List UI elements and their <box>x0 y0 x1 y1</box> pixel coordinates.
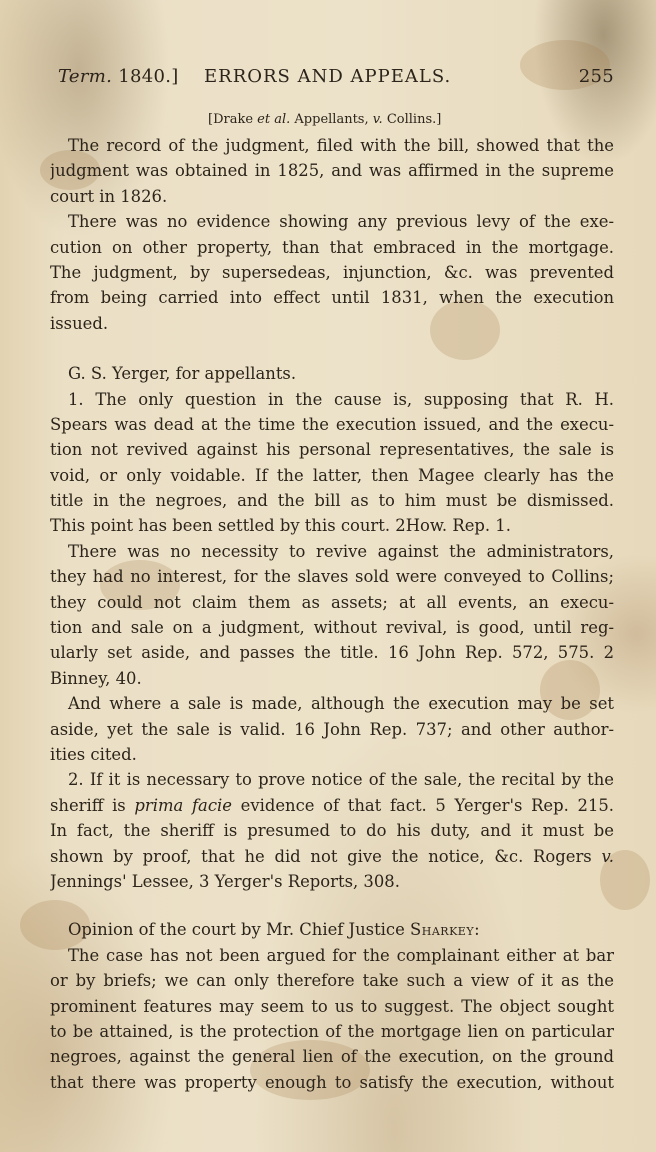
text-line: Spears was dead at the time the execution issued, and the execu- <box>50 414 614 434</box>
text-line: There was no necessity to revive against the administrators, <box>68 541 614 561</box>
paragraph-opinion <box>50 943 614 1095</box>
text-line: In fact, the sheriff is presumed to do his duty, and it must be <box>50 821 614 841</box>
text-line: title in the negroes, and the bill as to him must be dismissed. <box>50 491 614 511</box>
text-line: G. S. Yerger, for appellants. <box>68 364 297 384</box>
text-line: ities cited. <box>50 744 137 764</box>
text-line: The case has not been argued for the complainant either at bar <box>68 945 614 965</box>
text-line: aside, yet the sale is valid. 16 John Rep. 737; and other author- <box>50 719 614 739</box>
text-line: they could not claim them as assets; at all events, an execu- <box>50 592 614 612</box>
text-line: from being carried into effect until 1831, when the execution <box>50 288 614 308</box>
paragraph-evidence <box>50 209 614 336</box>
text-line: court in 1826. <box>50 186 168 206</box>
text-line: There was no evidence showing any previous levy of the exe- <box>68 212 614 232</box>
paragraph-sale-valid <box>50 691 614 767</box>
paragraph-gap <box>50 894 614 917</box>
text-line: that there was property enough to satisfy the execution, without <box>50 1072 614 1092</box>
paragraph-revive <box>50 539 614 691</box>
paragraph-opinion-heading <box>50 917 614 942</box>
running-header <box>58 66 614 92</box>
text-line: tion not revived against his personal representatives, the sale is <box>50 440 614 460</box>
paragraph-point-one <box>50 387 614 539</box>
paragraph-gap <box>50 336 614 361</box>
page-number: 255 <box>578 66 614 87</box>
text-line: they had no interest, for the slaves sold were conveyed to Collins; <box>50 567 614 587</box>
body-text <box>50 133 614 1095</box>
text-line: Jennings' Lessee, 3 Yerger's Reports, 308. <box>50 871 400 891</box>
paragraph-record <box>50 133 614 209</box>
header-title: ERRORS AND APPEALS. <box>204 66 452 87</box>
text-line: This point has been settled by this court. 2How. Rep. 1. <box>50 516 511 536</box>
paragraph-point-two <box>50 767 614 894</box>
text-line: or by briefs; we can only therefore take such a view of it as the <box>50 971 614 991</box>
text-line: The record of the judgment, filed with the bill, showed that the <box>68 136 614 155</box>
text-line: void, or only voidable. If the latter, then Magee clearly has the <box>50 465 614 485</box>
text-line: shown by proof, that he did not give the notice, &c. Rogers v. <box>50 846 614 866</box>
text-line: sheriff is prima facie evidence of that fact. 5 Yerger's Rep. 215. <box>50 795 614 815</box>
text-line: cution on other property, than that embraced in the mortgage. <box>50 237 614 257</box>
text-line: 2. If it is necessary to prove notice of the sale, the recital by the <box>68 770 614 790</box>
text-line: Opinion of the court by Mr. Chief Justice Sharkey: <box>68 920 481 940</box>
text-line: issued. <box>50 313 109 333</box>
text-line: ularly set aside, and passes the title. 16 John Rep. 572, 575. 2 <box>50 643 614 663</box>
term-label: Term. 1840.] <box>58 66 179 87</box>
paragraph-counsel <box>50 361 614 386</box>
text-line: to be attained, is the protection of the mortgage lien on particular <box>50 1021 614 1041</box>
text-line: The judgment, by supersedeas, injunction, &c. was prevented <box>50 262 614 282</box>
case-caption: [Drake et al. Appellants, v. Collins.] <box>208 112 442 127</box>
text-line: And where a sale is made, although the execution may be set <box>68 694 614 714</box>
text-line: tion and sale on a judgment, without revival, is good, until reg- <box>50 618 614 638</box>
text-line: judgment was obtained in 1825, and was affirmed in the supreme <box>50 161 614 181</box>
text-line: prominent features may seem to us to suggest. The object sought <box>50 996 614 1016</box>
text-line: negroes, against the general lien of the execution, on the ground <box>50 1047 614 1067</box>
text-line: 1. The only question in the cause is, supposing that R. H. <box>68 389 614 409</box>
text-line: Binney, 40. <box>50 668 142 688</box>
